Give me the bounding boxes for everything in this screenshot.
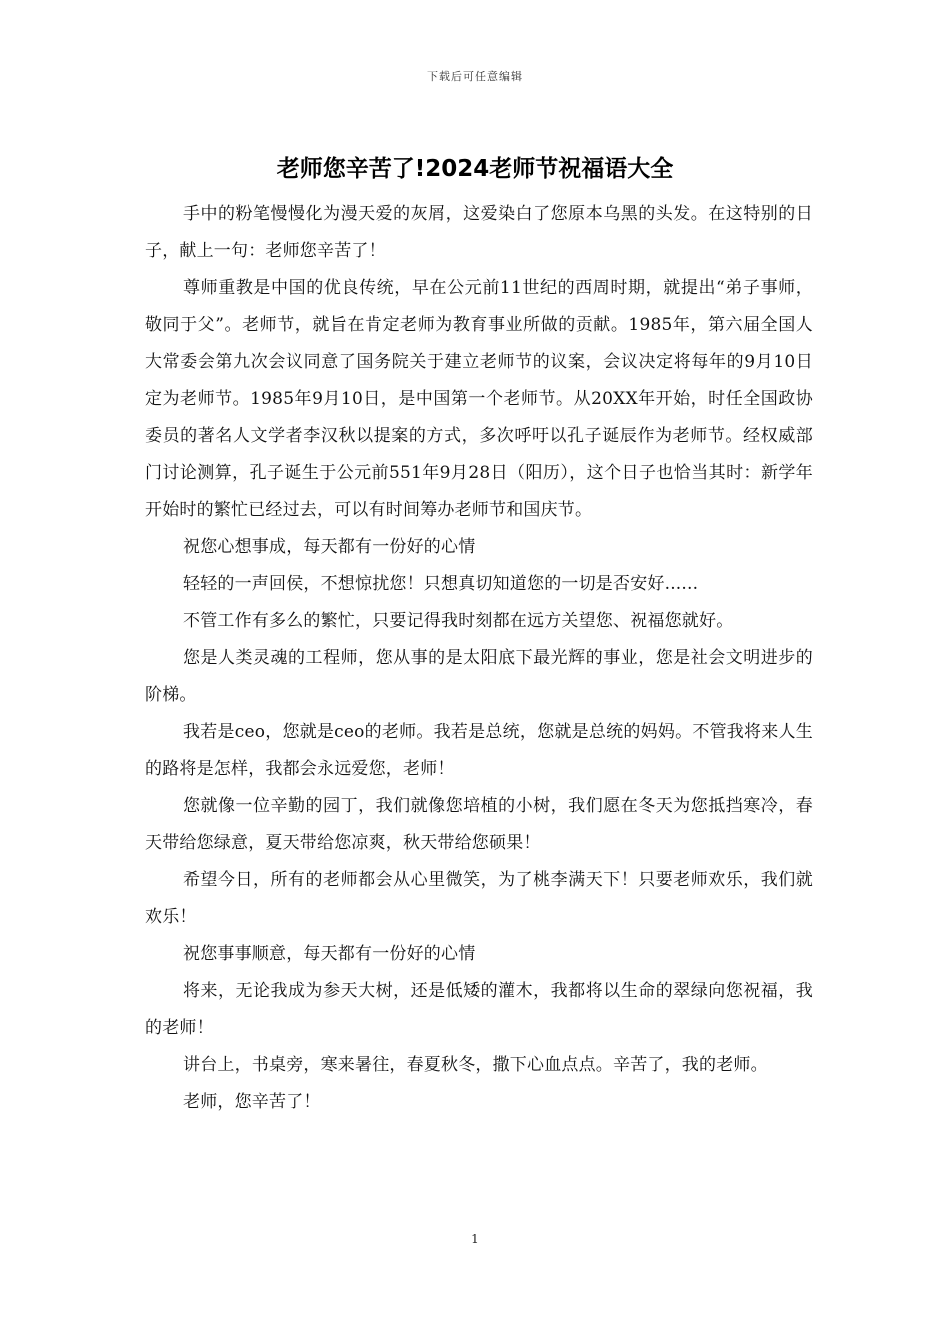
paragraph: 讲台上，书桌旁，寒来暑往，春夏秋冬，撒下心血点点。辛苦了，我的老师。 (183, 1055, 768, 1075)
paragraph: 将来，无论我成为参天大树，还是低矮的灌木，我都将以生命的翠绿向您祝福，我的老师！ (145, 981, 813, 1038)
paragraph: 尊师重教是中国的优良传统，早在公元前11世纪的西周时期，就提出“弟子事师，敬同于父”。老师节，就旨在肯定老师为教育事业所做的贡献。1985年，第六届全国人大常委会第九次会议同意了国务院关于建立老师节的议案，会议决定将每年的9月10日定为老师节。1985年9月10日，是中国第一个老师节。从20XX年开始，时任全国政协委员的著名人文学者李汉秋以提案的方式，多次呼吁以孔子诞辰作为老师节。经权威部门讨论测算，孔子诞生于公元前551年9月28日（阳历），这个日子也恰当其时：新学年开始时的繁忙已经过去，可以有时间筹办老师节和国庆节。 (145, 278, 813, 520)
document-body (145, 196, 813, 1121)
paragraph: 祝您事事顺意，每天都有一份好的心情 (183, 944, 476, 964)
paragraph: 我若是ceo，您就是ceo的老师。我若是总统，您就是总统的妈妈。不管我将来人生的路将是怎样，我都会永远爱您，老师！ (145, 722, 813, 779)
paragraph: 老师，您辛苦了！ (183, 1092, 321, 1112)
header-note: 下载后可任意编辑 (427, 70, 523, 83)
paragraph: 轻轻的一声回侯，不想惊扰您！只想真切知道您的一切是否安好...... (183, 574, 699, 594)
paragraph: 手中的粉笔慢慢化为漫天爱的灰屑，这爱染白了您原本乌黑的头发。在这特别的日子，献上一句：老师您辛苦了！ (145, 204, 813, 261)
paragraph: 您就像一位辛勤的园丁，我们就像您培植的小树，我们愿在冬天为您抵挡寒冷，春天带给您绿意，夏天带给您凉爽，秋天带给您硕果！ (145, 796, 813, 853)
document-title: 老师您辛苦了!2024老师节祝福语大全 (276, 156, 674, 182)
paragraph: 您是人类灵魂的工程师，您从事的是太阳底下最光辉的事业，您是社会文明进步的阶梯。 (145, 648, 813, 705)
page-number: 1 (471, 1232, 479, 1246)
paragraph: 不管工作有多么的繁忙，只要记得我时刻都在远方关望您、祝福您就好。 (183, 611, 734, 631)
paragraph: 祝您心想事成，每天都有一份好的心情 (183, 537, 476, 557)
paragraph: 希望今日，所有的老师都会从心里微笑，为了桃李满天下！只要老师欢乐，我们就欢乐！ (145, 870, 813, 927)
